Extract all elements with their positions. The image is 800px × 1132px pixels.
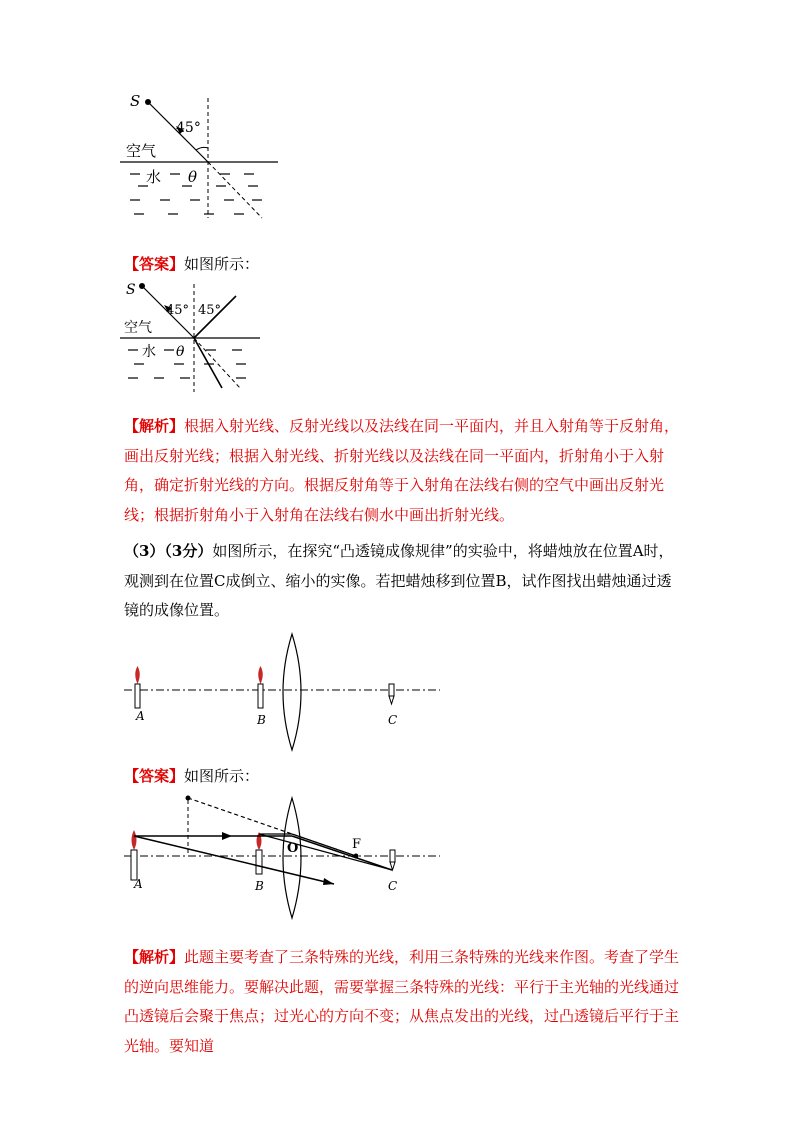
answer-position-a-label: A [134, 877, 143, 891]
answer-1-tag: 【答案】 [124, 255, 185, 273]
focal-point-label: F [352, 837, 362, 852]
answer-1 [124, 250, 684, 280]
point-s-label: S [130, 92, 141, 110]
angle-label: 45° [176, 120, 201, 136]
answer-incident-angle-label: 45° [166, 303, 190, 318]
refraction-angle-label: θ [188, 168, 198, 186]
analysis-1-text: 根据入射光线、反射光线以及法线在同一平面内，并且入射角等于反射角，画出反射光线；根据入射光线、折射光线以及法线在同一平面内，折射角小于入射角，确定折射光线的方向。根据反射角等于入射角在法线右侧的空气中画出反射光线；根据折射角小于入射角在法线右侧水中画出折射光线。 [124, 417, 680, 524]
question-3-number: （3）（3分） [124, 542, 213, 560]
optical-center-label: O [287, 841, 299, 856]
figure-lens-answer [124, 790, 444, 940]
answer-refraction-angle-label: θ [176, 344, 185, 360]
answer-position-c-label: C [388, 879, 398, 893]
answer-medium-air-label: 空气 [124, 320, 152, 336]
answer-reflected-angle-label: 45° [198, 303, 222, 318]
question-3-text: 如图所示，在探究“凸透镜成像规律”的实验中，将蜡烛放在位置A时，观测到在位置C成倒立、缩小的实像。若把蜡烛移到位置B，试作图找出蜡烛通过透镜的成像位置。 [124, 542, 674, 619]
answer-point-s-label: S [126, 282, 136, 298]
answer-3-text: 如图所示： [184, 767, 260, 785]
analysis-3-tag: 【解析】 [124, 948, 185, 966]
medium-water-label: 水 [146, 168, 162, 186]
figure-refraction-question [120, 90, 290, 230]
analysis-1 [124, 412, 684, 530]
analysis-3 [124, 943, 684, 1061]
position-b-label: B [257, 713, 266, 727]
answer-position-b-label: B [255, 879, 264, 893]
analysis-3-text: 此题主要考查了三条特殊的光线，利用三条特殊的光线来作图。考查了学生的逆向思维能力。要解决此题，需要掌握三条特殊的光线：平行于主光轴的光线通过凸透镜后会聚于焦点；过光心的方向不变；从焦点发出的光线，过凸透镜后平行于主光轴。要知道 [124, 948, 680, 1055]
answer-3 [124, 762, 684, 792]
medium-air-label: 空气 [126, 142, 157, 160]
figure-refraction-answer [120, 280, 270, 395]
answer-1-text: 如图所示： [184, 255, 260, 273]
answer-3-tag: 【答案】 [124, 767, 185, 785]
figure-lens-question [124, 630, 444, 755]
question-3 [124, 537, 684, 626]
position-c-label: C [388, 713, 398, 727]
answer-medium-water-label: 水 [142, 344, 156, 360]
position-a-label: A [136, 709, 145, 723]
analysis-1-tag: 【解析】 [124, 417, 185, 435]
